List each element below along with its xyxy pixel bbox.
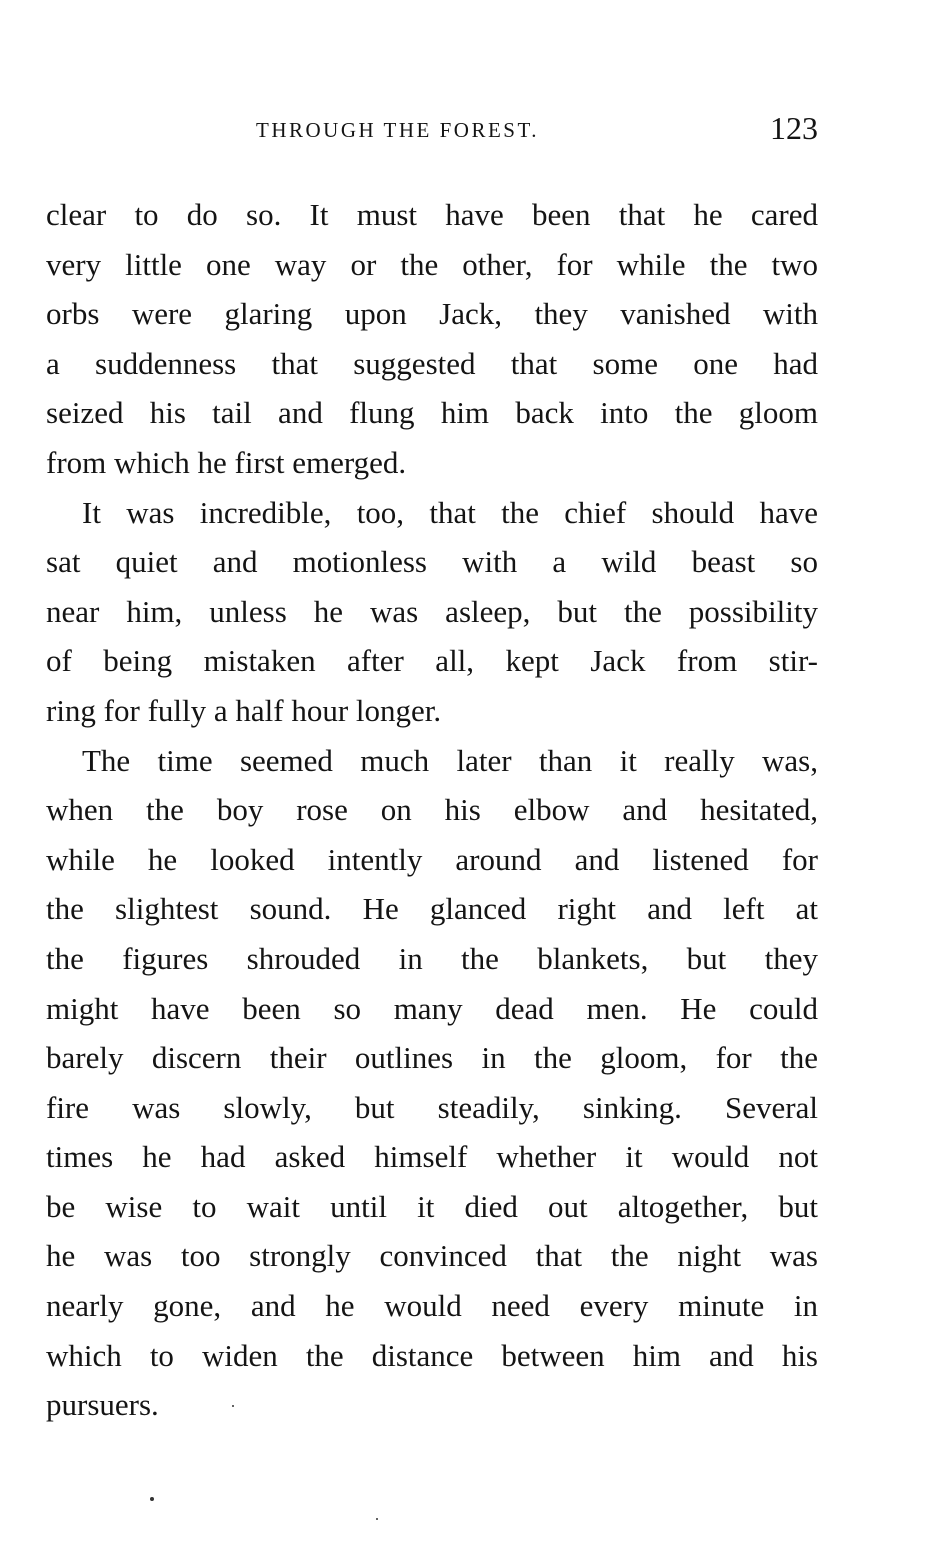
text-line: seized his tail and flung him back into the gloom bbox=[46, 395, 818, 431]
paragraph-3 bbox=[46, 736, 818, 1430]
text-line: times he had asked himself whether it would not bbox=[46, 1139, 818, 1175]
scan-speck bbox=[232, 1405, 234, 1407]
text-line: when the boy rose on his elbow and hesitated, bbox=[46, 792, 818, 828]
scan-speck bbox=[150, 1497, 154, 1501]
text-line: very little one way or the other, for while the two bbox=[46, 246, 818, 282]
text-line: the figures shrouded in the blankets, but they bbox=[46, 940, 818, 976]
text-line: be wise to wait until it died out altogether, but bbox=[46, 1188, 818, 1224]
text-line: It was incredible, too, that the chief should have bbox=[82, 494, 818, 530]
text-line: pursuers. bbox=[46, 1387, 159, 1423]
text-line: clear to do so. It must have been that he cared bbox=[46, 197, 818, 232]
text-line: The time seemed much later than it really was, bbox=[82, 742, 818, 778]
text-line: the slightest sound. He glanced right and left at bbox=[46, 891, 818, 927]
paragraph-1 bbox=[46, 190, 818, 488]
text-line: he was too strongly convinced that the night was bbox=[46, 1238, 818, 1274]
running-title: THROUGH THE FOREST. bbox=[256, 118, 539, 142]
text-line: fire was slowly, but steadily, sinking. Several bbox=[46, 1089, 818, 1125]
body-text bbox=[46, 190, 818, 1430]
text-line: barely discern their outlines in the gloom, for the bbox=[46, 1040, 818, 1076]
paragraph-2 bbox=[46, 488, 818, 736]
text-line: a suddenness that suggested that some one had bbox=[46, 345, 818, 381]
running-head bbox=[46, 110, 818, 150]
text-line: ring for fully a half hour longer. bbox=[46, 692, 442, 728]
text-line: nearly gone, and he would need every minute in bbox=[46, 1288, 818, 1324]
page-number: 123 bbox=[770, 110, 818, 146]
scan-speck bbox=[376, 1518, 378, 1520]
text-line: might have been so many dead men. He could bbox=[46, 990, 818, 1026]
text-line: of being mistaken after all, kept Jack from stir- bbox=[46, 643, 818, 679]
text-line: which to widen the distance between him and his bbox=[46, 1337, 818, 1373]
text-line: orbs were glaring upon Jack, they vanished with bbox=[46, 296, 818, 332]
text-line: from which he first emerged. bbox=[46, 444, 407, 480]
text-line: sat quiet and motionless with a wild beast so bbox=[46, 544, 818, 580]
text-line: near him, unless he was asleep, but the possibility bbox=[46, 593, 818, 629]
text-line: while he looked intently around and listened for bbox=[46, 841, 818, 877]
